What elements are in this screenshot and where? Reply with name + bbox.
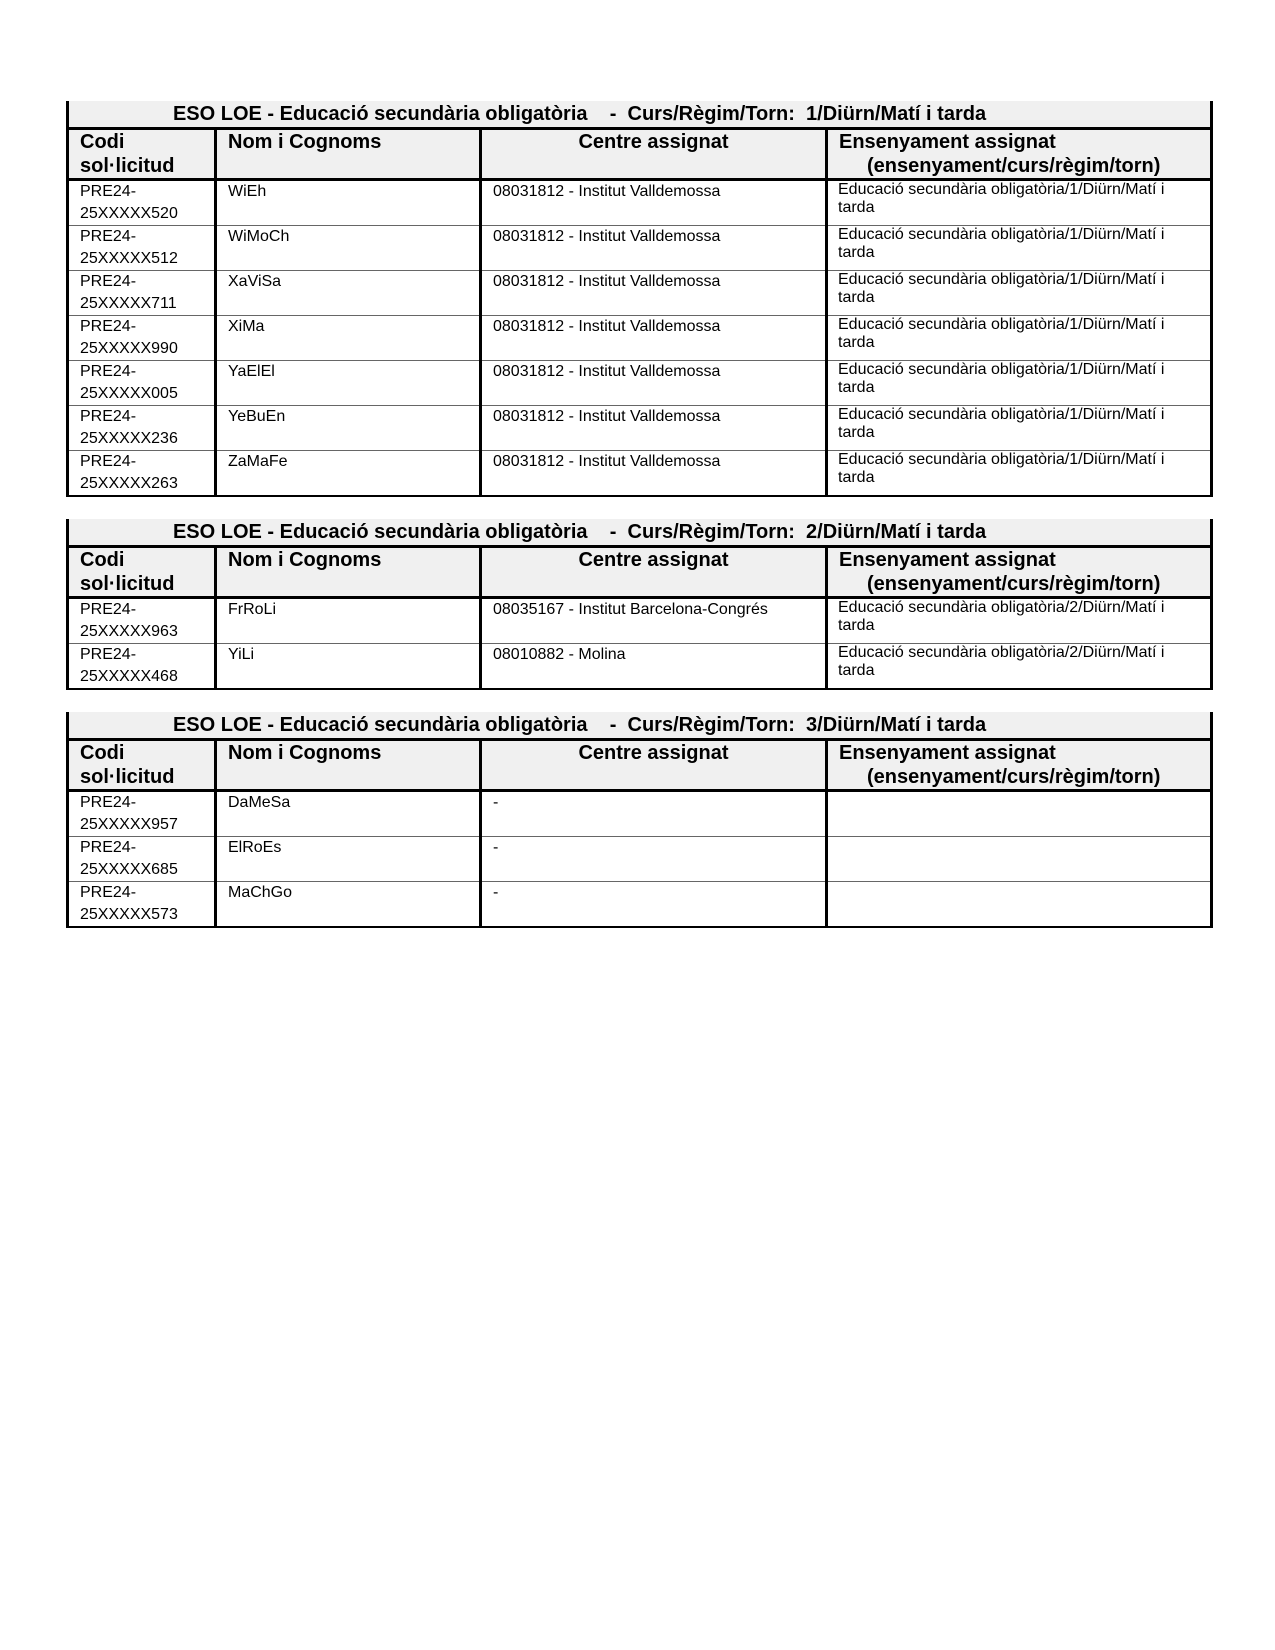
header-codi: Codi sol·licitud [68, 129, 216, 180]
assignment-table-curs-2 [66, 519, 1213, 690]
cell-ensenyament: Educació secundària obligatòria/1/Diürn/Matí i tarda [827, 406, 1212, 451]
table-row [68, 226, 1212, 271]
header-codi: Codi sol·licitud [68, 547, 216, 598]
cell-codi: PRE24- 25XXXXX520 [68, 180, 216, 226]
cell-ensenyament: Educació secundària obligatòria/1/Diürn/Matí i tarda [827, 451, 1212, 497]
table-title: ESO LOE - Educació secundària obligatòria - Curs/Règim/Torn: 1/Diürn/Matí i tarda [68, 101, 1212, 129]
header-nom: Nom i Cognoms [216, 129, 481, 180]
cell-nom: WiMoCh [216, 226, 481, 271]
header-codi: Codi sol·licitud [68, 740, 216, 791]
header-ensenyament: Ensenyament assignat (ensenyament/curs/règim/torn) [827, 547, 1212, 598]
cell-nom: WiEh [216, 180, 481, 226]
header-centre: Centre assignat [481, 547, 827, 598]
table-title: ESO LOE - Educació secundària obligatòria - Curs/Règim/Torn: 2/Diürn/Matí i tarda [68, 519, 1212, 547]
cell-nom: XiMa [216, 316, 481, 361]
table-title-row [68, 712, 1212, 740]
cell-codi: PRE24- 25XXXXX990 [68, 316, 216, 361]
cell-centre: 08031812 - Institut Valldemossa [481, 226, 827, 271]
header-ensenyament: Ensenyament assignat (ensenyament/curs/règim/torn) [827, 740, 1212, 791]
cell-centre: 08031812 - Institut Valldemossa [481, 316, 827, 361]
table-row [68, 180, 1212, 226]
cell-codi: PRE24- 25XXXXX685 [68, 837, 216, 882]
header-centre: Centre assignat [481, 740, 827, 791]
cell-ensenyament: Educació secundària obligatòria/1/Diürn/Matí i tarda [827, 226, 1212, 271]
cell-codi: PRE24- 25XXXXX236 [68, 406, 216, 451]
table-row [68, 837, 1212, 882]
cell-ensenyament: Educació secundària obligatòria/2/Diürn/Matí i tarda [827, 598, 1212, 644]
table-row [68, 791, 1212, 837]
table-row [68, 882, 1212, 928]
assignment-table-curs-1 [66, 101, 1213, 497]
cell-codi: PRE24- 25XXXXX573 [68, 882, 216, 928]
table-header-row [68, 547, 1212, 598]
cell-centre: - [481, 837, 827, 882]
cell-nom: FrRoLi [216, 598, 481, 644]
cell-nom: YiLi [216, 644, 481, 690]
cell-nom: XaViSa [216, 271, 481, 316]
table-row [68, 451, 1212, 497]
header-nom: Nom i Cognoms [216, 547, 481, 598]
header-centre: Centre assignat [481, 129, 827, 180]
cell-codi: PRE24- 25XXXXX957 [68, 791, 216, 837]
cell-ensenyament: Educació secundària obligatòria/2/Diürn/Matí i tarda [827, 644, 1212, 690]
cell-codi: PRE24- 25XXXXX512 [68, 226, 216, 271]
cell-codi: PRE24- 25XXXXX711 [68, 271, 216, 316]
cell-codi: PRE24- 25XXXXX005 [68, 361, 216, 406]
cell-centre: 08031812 - Institut Valldemossa [481, 361, 827, 406]
cell-nom: YaElEl [216, 361, 481, 406]
cell-nom: ElRoEs [216, 837, 481, 882]
header-ensenyament: Ensenyament assignat (ensenyament/curs/règim/torn) [827, 129, 1212, 180]
table-row [68, 316, 1212, 361]
cell-ensenyament [827, 837, 1212, 882]
cell-centre: - [481, 882, 827, 928]
cell-codi: PRE24- 25XXXXX468 [68, 644, 216, 690]
cell-nom: ZaMaFe [216, 451, 481, 497]
table-row [68, 271, 1212, 316]
cell-ensenyament: Educació secundària obligatòria/1/Diürn/Matí i tarda [827, 271, 1212, 316]
cell-nom: DaMeSa [216, 791, 481, 837]
cell-centre: 08031812 - Institut Valldemossa [481, 180, 827, 226]
table-row [68, 406, 1212, 451]
cell-nom: YeBuEn [216, 406, 481, 451]
table-header-row [68, 740, 1212, 791]
cell-ensenyament [827, 882, 1212, 928]
assignment-table-curs-3 [66, 712, 1213, 928]
cell-centre: 08031812 - Institut Valldemossa [481, 451, 827, 497]
cell-centre: 08031812 - Institut Valldemossa [481, 271, 827, 316]
table-title-row [68, 519, 1212, 547]
cell-centre: 08031812 - Institut Valldemossa [481, 406, 827, 451]
cell-nom: MaChGo [216, 882, 481, 928]
cell-ensenyament [827, 791, 1212, 837]
cell-centre: 08010882 - Molina [481, 644, 827, 690]
cell-ensenyament: Educació secundària obligatòria/1/Diürn/Matí i tarda [827, 361, 1212, 406]
table-title: ESO LOE - Educació secundària obligatòria - Curs/Règim/Torn: 3/Diürn/Matí i tarda [68, 712, 1212, 740]
table-title-row [68, 101, 1212, 129]
cell-codi: PRE24- 25XXXXX963 [68, 598, 216, 644]
table-row [68, 361, 1212, 406]
table-header-row [68, 129, 1212, 180]
cell-centre: 08035167 - Institut Barcelona-Congrés [481, 598, 827, 644]
table-row [68, 644, 1212, 690]
cell-ensenyament: Educació secundària obligatòria/1/Diürn/Matí i tarda [827, 316, 1212, 361]
cell-centre: - [481, 791, 827, 837]
cell-ensenyament: Educació secundària obligatòria/1/Diürn/Matí i tarda [827, 180, 1212, 226]
table-row [68, 598, 1212, 644]
header-nom: Nom i Cognoms [216, 740, 481, 791]
cell-codi: PRE24- 25XXXXX263 [68, 451, 216, 497]
